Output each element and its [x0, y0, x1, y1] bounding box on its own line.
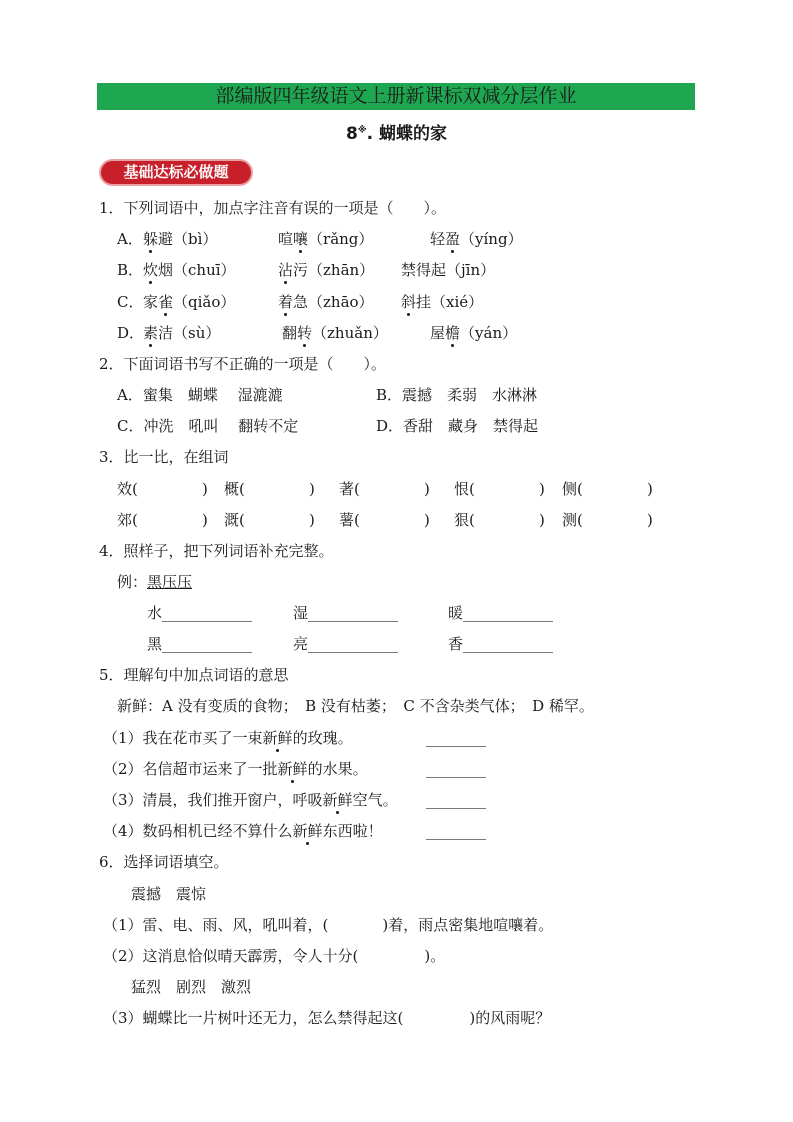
- q1-c-word2: 着急（zhāo）: [278, 293, 374, 311]
- q3-char-r2-5: 测(: [562, 511, 583, 529]
- q3-paren: ): [647, 511, 653, 529]
- q4-blank-4: 黑____________: [147, 635, 253, 653]
- q1-b-word3: 禁得起（jīn）: [401, 261, 496, 279]
- q4-blank-2: 湿____________: [293, 604, 399, 622]
- q2-option-a: A．蜜集 蝴蝶 湿漉漉: [117, 386, 283, 404]
- q4-blank-6: 香____________: [448, 635, 554, 653]
- q1-d-word2: 翻转（zhuǎn）: [282, 324, 388, 342]
- q1-a-word3: 轻盈（yíng）: [430, 230, 523, 248]
- q4-blank-3: 暖____________: [448, 604, 554, 622]
- q1-option-a-label: A．: [117, 230, 143, 248]
- q5-item-3: （3）清晨，我们推开窗户，呼吸新鲜空气。: [103, 791, 398, 809]
- q1-b-word2: 沾污（zhān）: [278, 261, 375, 279]
- q2-stem: 2．下面词语书写不正确的一项是（ ）。: [99, 355, 387, 373]
- section-badge: 基础达标必做题: [99, 159, 253, 186]
- q4-example: 例：黑压压: [117, 573, 193, 591]
- q5-answer-blank-2: ________: [426, 760, 486, 778]
- q3-paren: ): [424, 480, 430, 498]
- q1-c-word1: 家雀（qiǎo）: [143, 293, 236, 311]
- q1-c-word3: 斜挂（xié）: [401, 293, 484, 311]
- q3-char-r2-1: 郊(: [117, 511, 138, 529]
- q3-paren: ): [424, 511, 430, 529]
- q3-paren: ): [309, 511, 315, 529]
- q6-sentence-1: （1）雷、电、雨、风，吼叫着，( )着，雨点密集地喧嚷着。: [103, 916, 554, 934]
- q6-word-group-1: 震撼 震惊: [131, 885, 207, 903]
- q4-blank-1: 水____________: [147, 604, 253, 622]
- q5-options: 新鲜：A 没有变质的食物； B 没有枯萎； C 不含杂类气体； D 稀罕。: [117, 697, 594, 715]
- q3-char-r2-3: 薯(: [339, 511, 360, 529]
- q3-paren: ): [202, 480, 208, 498]
- q6-word-group-2: 猛烈 剧烈 激烈: [131, 978, 252, 996]
- q2-option-d: D．香甜 藏身 禁得起: [376, 417, 539, 435]
- lesson-title: 8※. 蝴蝶的家: [346, 124, 447, 144]
- q1-a-word1: 躲避（bì）: [143, 230, 218, 248]
- q3-paren: ): [539, 511, 545, 529]
- q1-option-c-label: C．: [117, 293, 144, 311]
- q1-b-word1: 炊烟（chuī）: [143, 261, 236, 279]
- q3-paren: ): [647, 480, 653, 498]
- q4-blank-5: 亮____________: [293, 635, 399, 653]
- q1-a-word2: 喧嚷（rǎng）: [278, 230, 374, 248]
- q3-char-r2-2: 溉(: [224, 511, 245, 529]
- q5-answer-blank-4: ________: [426, 822, 486, 840]
- q6-sentence-3: （3）蝴蝶比一片树叶还无力，怎么禁得起这( )的风雨呢？: [103, 1009, 551, 1027]
- q5-stem: 5．理解句中加点词语的意思: [99, 666, 289, 684]
- q6-stem: 6．选择词语填空。: [99, 853, 229, 871]
- q1-option-d-label: D．: [117, 324, 145, 342]
- q6-sentence-2: （2）这消息恰似晴天霹雳，令人十分( )。: [103, 947, 446, 965]
- q5-item-2: （2）名信超市运来了一批新鲜的水果。: [103, 760, 368, 778]
- q2-option-c: C．冲洗 吼叫 翻转不定: [117, 417, 299, 435]
- q5-answer-blank-3: ________: [426, 791, 486, 809]
- q3-char-r1-3: 著(: [339, 480, 360, 498]
- q3-char-r1-1: 效(: [117, 480, 138, 498]
- q1-option-b-label: B．: [117, 261, 144, 279]
- q3-char-r1-2: 概(: [224, 480, 245, 498]
- q2-option-b: B．震撼 柔弱 水淋淋: [376, 386, 538, 404]
- series-banner: 部编版四年级语文上册新课标双减分层作业: [97, 83, 695, 110]
- q5-item-1: （1）我在花市买了一束新鲜的玫瑰。: [103, 729, 353, 747]
- q3-char-r1-4: 恨(: [454, 480, 475, 498]
- q1-stem: 1．下列词语中，加点字注音有误的一项是（ ）。: [99, 199, 447, 217]
- q1-d-word1: 素洁（sù）: [143, 324, 221, 342]
- q1-d-word3: 屋檐（yán）: [430, 324, 518, 342]
- q3-stem: 3．比一比，在组词: [99, 448, 229, 466]
- q3-paren: ): [202, 511, 208, 529]
- q3-paren: ): [309, 480, 315, 498]
- q3-paren: ): [539, 480, 545, 498]
- q5-item-4: （4）数码相机已经不算什么新鲜东西啦！: [103, 822, 383, 840]
- q5-answer-blank-1: ________: [426, 729, 486, 747]
- q3-char-r2-4: 狠(: [454, 511, 475, 529]
- q4-stem: 4．照样子，把下列词语补充完整。: [99, 542, 334, 560]
- q3-char-r1-5: 侧(: [562, 480, 583, 498]
